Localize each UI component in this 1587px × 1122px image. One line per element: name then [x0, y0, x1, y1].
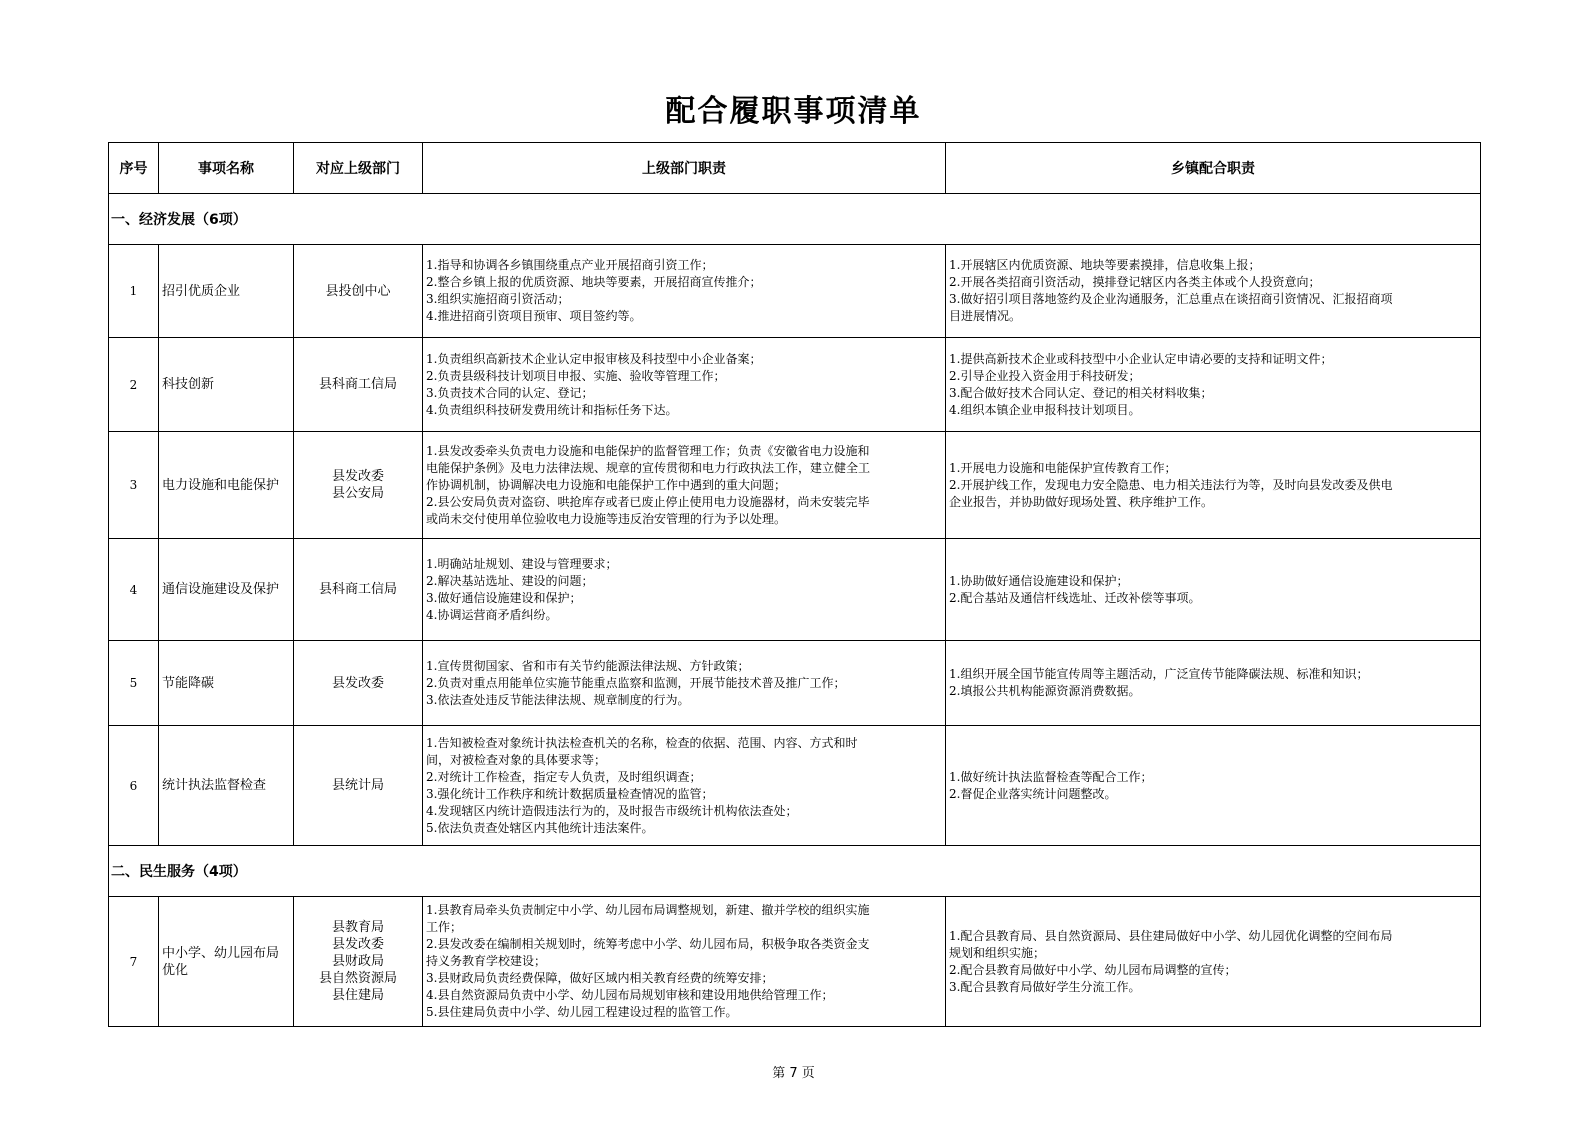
text-line: 4.推进招商引资项目预审、项目签约等。 [426, 309, 642, 323]
department [294, 245, 423, 338]
text-line: 县住建局 [331, 988, 384, 1003]
text-line: 1.开展辖区内优质资源、地块等要素摸排，信息收集上报； [949, 258, 1261, 272]
text-line: 县发改委 [331, 469, 384, 484]
text-line: 通信设施建设及保护 [162, 582, 280, 597]
text-line: 2.负责县级科技计划项目申报、实施、验收等管理工作； [426, 368, 726, 383]
item-name [159, 539, 294, 641]
text-line: 4.县自然资源局负责中小学、幼儿园布局规划审核和建设用地供给管理工作； [426, 988, 834, 1002]
text-line: 工作； [426, 920, 463, 934]
department [294, 726, 423, 846]
upper-duty [423, 641, 946, 726]
text-line: 2.开展各类招商引资活动，摸排登记辖区内各类主体或个人投资意向； [949, 275, 1321, 289]
page-title: 配合履职事项清单 [665, 94, 922, 129]
text-line: 3.负责技术合同的认定、登记； [426, 385, 594, 400]
text-line: 3.做好招引项目落地签约及企业沟通服务，汇总重点在谈招商引资情况、汇报招商项 [949, 292, 1393, 306]
upper-duty [423, 726, 946, 846]
text-line: 2.开展护线工作，发现电力安全隐患、电力相关违法行为等，及时向县发改委及供电 [949, 477, 1393, 492]
row-number: 4 [109, 539, 159, 641]
town-duty [946, 539, 1481, 641]
item-name [159, 432, 294, 539]
text-line: 企业报告，并协助做好现场处置、秩序维护工作。 [949, 494, 1214, 509]
section-label: 二、民生服务（4项） [109, 846, 1481, 897]
table-row [109, 726, 1481, 846]
town-duty [946, 432, 1481, 539]
text-line: 1.宣传贯彻国家、省和市有关节约能源法律法规、方针政策； [426, 658, 750, 673]
text-line: 县发改委 [331, 937, 384, 952]
text-line: 2.填报公共机构能源资源消费数据。 [949, 684, 1141, 698]
text-line: 2.县公安局负责对盗窃、哄抢库存或者已废止停止使用电力设施器材，尚未安装完毕 [426, 494, 870, 509]
table-body [109, 194, 1481, 1027]
header-department: 对应上级部门 [294, 143, 423, 194]
row-number: 2 [109, 338, 159, 432]
text-line: 县财政局 [331, 954, 384, 969]
text-line: 4.发现辖区内统计造假违法行为的，及时报告市级统计机构依法查处； [426, 803, 798, 818]
town-duty [946, 338, 1481, 432]
text-line: 间，对被检查对象的具体要求等； [426, 752, 607, 767]
text-line: 优化 [162, 962, 189, 978]
text-line: 县投创中心 [325, 283, 391, 299]
item-name [159, 726, 294, 846]
text-line: 统计执法监督检查 [162, 778, 267, 793]
text-line: 1.县发改委牵头负责电力设施和电能保护的监督管理工作；负责《安徽省电力设施和 [426, 443, 870, 458]
table-row [109, 338, 1481, 432]
text-line: 4.组织本镇企业申报科技计划项目。 [949, 402, 1141, 417]
town-duty [946, 641, 1481, 726]
text-line: 3.县财政局负责经费保障，做好区域内相关教育经费的统筹安排； [426, 971, 774, 985]
table-header-row [109, 143, 1481, 194]
header-number: 序号 [109, 143, 159, 194]
table-row [109, 245, 1481, 338]
text-line: 2.引导企业投入资金用于科技研发； [949, 368, 1141, 383]
text-line: 3.依法查处违反节能法律法规、规章制度的行为。 [426, 692, 690, 707]
department [294, 641, 423, 726]
text-line: 2.解决基站选址、建设的问题； [426, 573, 594, 588]
text-line: 2.对统计工作检查，指定专人负责，及时组织调查； [426, 769, 702, 784]
upper-duty [423, 432, 946, 539]
duty-table [108, 142, 1481, 1027]
text-line: 2.配合县教育局做好中小学、幼儿园布局调整的宣传； [949, 962, 1237, 977]
text-line: 县自然资源局 [318, 971, 397, 986]
text-line: 县科商工信局 [318, 377, 397, 392]
text-line: 1.提供高新技术企业或科技型中小企业认定申请必要的支持和证明文件； [949, 351, 1333, 366]
section-row [109, 846, 1481, 897]
text-line: 电力设施和电能保护 [162, 477, 280, 493]
row-number: 5 [109, 641, 159, 726]
header-town-duty: 乡镇配合职责 [946, 143, 1481, 194]
text-line: 作协调机制，协调解决电力设施和电能保护工作中遇到的重大问题； [426, 477, 787, 492]
upper-duty [423, 539, 946, 641]
text-line: 2.县发改委在编制相关规划时，统筹考虑中小学、幼儿园布局，积极争取各类资金支 [426, 937, 870, 951]
text-line: 3.组织实施招商引资活动； [426, 292, 570, 306]
section-label: 一、经济发展（6项） [109, 194, 1481, 245]
text-line: 1.县教育局牵头负责制定中小学、幼儿园布局调整规划，新建、撤并学校的组织实施 [426, 903, 870, 917]
text-line: 2.负责对重点用能单位实施节能重点监察和监测，开展节能技术普及推广工作； [426, 675, 846, 690]
page-number: 第 7 页 [772, 1066, 815, 1081]
upper-duty [423, 897, 946, 1027]
table-row [109, 641, 1481, 726]
upper-duty [423, 338, 946, 432]
header-upper-duty: 上级部门职责 [423, 143, 946, 194]
text-line: 1.告知被检查对象统计执法检查机关的名称，检查的依据、范围、内容、方式和时 [426, 735, 858, 750]
text-line: 科技创新 [162, 377, 215, 392]
upper-duty [423, 245, 946, 338]
text-line: 3.做好通信设施建设和保护； [426, 590, 582, 605]
text-line: 县教育局 [331, 920, 384, 935]
text-line: 3.配合县教育局做好学生分流工作。 [949, 979, 1141, 994]
text-line: 1.协助做好通信设施建设和保护； [949, 573, 1129, 588]
town-duty [946, 726, 1481, 846]
text-line: 1.开展电力设施和电能保护宣传教育工作； [949, 460, 1177, 475]
text-line: 5.依法负责查处辖区内其他统计违法案件。 [426, 820, 654, 835]
town-duty [946, 245, 1481, 338]
header-item-name: 事项名称 [159, 143, 294, 194]
item-name [159, 897, 294, 1027]
text-line: 1.做好统计执法监督检查等配合工作； [949, 769, 1153, 784]
text-line: 招引优质企业 [162, 283, 241, 299]
text-line: 县公安局 [331, 486, 384, 501]
row-number: 1 [109, 245, 159, 338]
text-line: 县科商工信局 [318, 582, 397, 597]
text-line: 1.明确站址规划、建设与管理要求； [426, 556, 618, 571]
text-line: 2.整合乡镇上报的优质资源、地块等要素，开展招商宣传推介； [426, 275, 762, 289]
text-line: 1.指导和协调各乡镇围绕重点产业开展招商引资工作； [426, 258, 714, 272]
text-line: 2.配合基站及通信杆线选址、迁改补偿等事项。 [949, 590, 1201, 605]
table-row [109, 897, 1481, 1027]
text-line: 县发改委 [331, 675, 384, 691]
row-number: 6 [109, 726, 159, 846]
text-line: 持义务教育学校建设； [426, 954, 547, 968]
department [294, 897, 423, 1027]
section-row [109, 194, 1481, 245]
department [294, 539, 423, 641]
item-name [159, 245, 294, 338]
row-number: 7 [109, 897, 159, 1027]
item-name [159, 338, 294, 432]
department [294, 432, 423, 539]
text-line: 1.组织开展全国节能宣传周等主题活动，广泛宣传节能降碳法规、标准和知识； [949, 667, 1369, 681]
text-line: 3.强化统计工作秩序和统计数据质量检查情况的监管； [426, 786, 714, 801]
text-line: 电能保护条例》及电力法律法规、规章的宣传贯彻和电力行政执法工作，建立健全工 [426, 460, 871, 475]
text-line: 规划和组织实施； [949, 945, 1046, 960]
text-line: 目进展情况。 [949, 309, 1022, 323]
text-line: 2.督促企业落实统计问题整改。 [949, 786, 1117, 801]
text-line: 节能降碳 [162, 675, 215, 691]
text-line: 4.协调运营商矛盾纠纷。 [426, 607, 558, 622]
row-number: 3 [109, 432, 159, 539]
text-line: 或尚未交付使用单位验收电力设施等违反治安管理的行为予以处理。 [426, 511, 787, 526]
item-name [159, 641, 294, 726]
text-line: 1.配合县教育局、县自然资源局、县住建局做好中小学、幼儿园优化调整的空间布局 [949, 928, 1393, 943]
text-line: 1.负责组织高新技术企业认定申报审核及科技型中小企业备案； [426, 351, 762, 366]
text-line: 4.负责组织科技研发费用统计和指标任务下达。 [426, 402, 678, 417]
table-row [109, 539, 1481, 641]
text-line: 3.配合做好技术合同认定、登记的相关材料收集； [949, 385, 1213, 400]
text-line: 县统计局 [331, 778, 384, 793]
town-duty [946, 897, 1481, 1027]
text-line: 5.县住建局负责中小学、幼儿园工程建设过程的监管工作。 [426, 1005, 738, 1019]
text-line: 中小学、幼儿园布局 [162, 945, 280, 961]
department [294, 338, 423, 432]
table-row [109, 432, 1481, 539]
